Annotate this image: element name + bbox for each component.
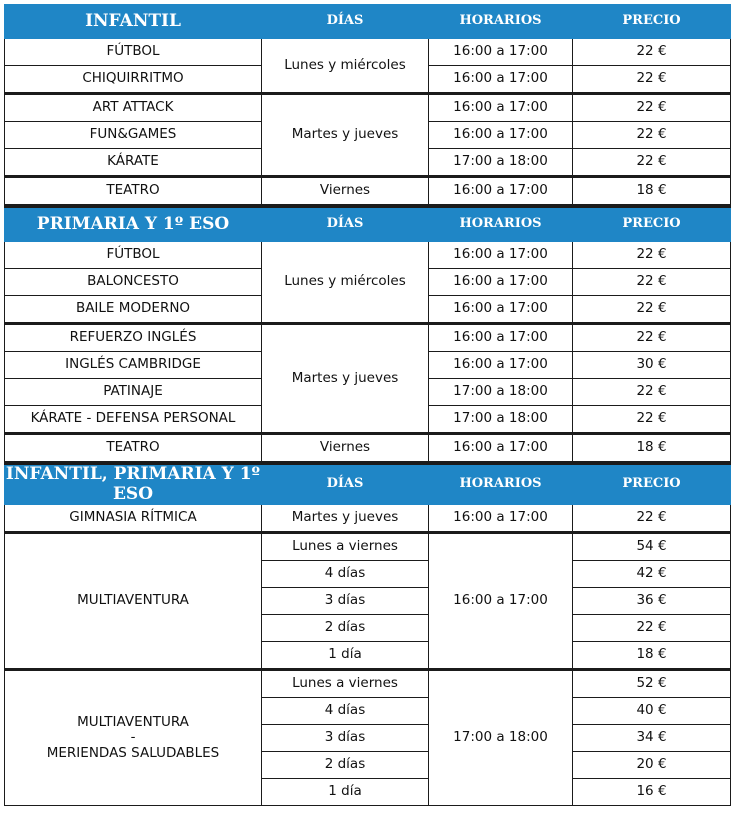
section-header-combinado	[5, 463, 731, 505]
price-cell: 22 €	[573, 269, 731, 296]
price-cell: 22 €	[573, 122, 731, 149]
time-cell: 16:00 a 17:00	[429, 269, 573, 296]
price-cell: 22 €	[573, 94, 731, 122]
days-cell: Martes y jueves	[262, 94, 429, 177]
time-cell: 17:00 a 18:00	[429, 406, 573, 434]
days-cell: 3 días	[262, 725, 429, 752]
price-cell: 34 €	[573, 725, 731, 752]
activity-cell: TEATRO	[5, 177, 262, 207]
activity-cell: GIMNASIA RÍTMICA	[5, 505, 262, 533]
days-cell: 2 días	[262, 615, 429, 642]
table-row	[5, 242, 731, 269]
price-cell: 36 €	[573, 588, 731, 615]
activity-cell: MULTIAVENTURA	[5, 533, 262, 670]
time-cell: 17:00 a 18:00	[429, 379, 573, 406]
price-cell: 22 €	[573, 379, 731, 406]
section-title: INFANTIL, PRIMARIA Y 1º ESO	[5, 464, 261, 504]
section-header-primaria	[5, 206, 731, 242]
time-cell: 16:00 a 17:00	[429, 434, 573, 464]
column-header-days: DÍAS	[262, 463, 429, 505]
price-cell: 16 €	[573, 779, 731, 806]
time-cell: 16:00 a 17:00	[429, 177, 573, 207]
time-cell: 17:00 a 18:00	[429, 670, 573, 806]
activity-cell: KÁRATE	[5, 149, 262, 177]
days-cell: Lunes y miércoles	[262, 242, 429, 324]
activity-cell: FÚTBOL	[5, 242, 262, 269]
days-cell: 1 día	[262, 779, 429, 806]
price-cell: 18 €	[573, 177, 731, 207]
price-cell: 54 €	[573, 533, 731, 561]
column-header-times: HORARIOS	[429, 206, 573, 242]
price-cell: 30 €	[573, 352, 731, 379]
price-cell: 22 €	[573, 149, 731, 177]
column-header-days: DÍAS	[262, 5, 429, 39]
days-cell: Martes y jueves	[262, 505, 429, 533]
activity-cell: REFUERZO INGLÉS	[5, 324, 262, 352]
days-cell: 2 días	[262, 752, 429, 779]
time-cell: 16:00 a 17:00	[429, 242, 573, 269]
activity-cell: KÁRATE - DEFENSA PERSONAL	[5, 406, 262, 434]
activity-cell: PATINAJE	[5, 379, 262, 406]
column-header-times: HORARIOS	[429, 5, 573, 39]
activity-cell: ART ATTACK	[5, 94, 262, 122]
activity-line: MERIENDAS SALUDABLES	[46, 744, 220, 761]
price-cell: 22 €	[573, 66, 731, 94]
activities-price-table	[4, 4, 731, 806]
activity-cell: FUN&GAMES	[5, 122, 262, 149]
activity-cell: CHIQUIRRITMO	[5, 66, 262, 94]
time-cell: 16:00 a 17:00	[429, 122, 573, 149]
section-header-infantil	[5, 5, 731, 39]
table-row	[5, 505, 731, 533]
column-header-price: PRECIO	[573, 206, 731, 242]
time-cell: 16:00 a 17:00	[429, 66, 573, 94]
days-cell: 1 día	[262, 642, 429, 670]
table-row	[5, 324, 731, 352]
time-cell: 16:00 a 17:00	[429, 94, 573, 122]
activity-cell: INGLÉS CAMBRIDGE	[5, 352, 262, 379]
price-cell: 18 €	[573, 434, 731, 464]
days-cell: 4 días	[262, 698, 429, 725]
column-header-price: PRECIO	[573, 5, 731, 39]
activity-cell: FÚTBOL	[5, 39, 262, 66]
price-cell: 22 €	[573, 39, 731, 66]
price-cell: 52 €	[573, 670, 731, 698]
activity-cell: TEATRO	[5, 434, 262, 464]
time-cell: 16:00 a 17:00	[429, 296, 573, 324]
days-cell: Viernes	[262, 177, 429, 207]
price-cell: 22 €	[573, 505, 731, 533]
table-row	[5, 670, 731, 698]
section-title: PRIMARIA Y 1º ESO	[5, 206, 262, 242]
days-cell: Martes y jueves	[262, 324, 429, 434]
time-cell: 16:00 a 17:00	[429, 352, 573, 379]
price-cell: 40 €	[573, 698, 731, 725]
activity-cell: BAILE MODERNO	[5, 296, 262, 324]
days-cell: Lunes a viernes	[262, 533, 429, 561]
time-cell: 16:00 a 17:00	[429, 533, 573, 670]
table-row	[5, 533, 731, 561]
price-cell: 22 €	[573, 296, 731, 324]
price-cell: 20 €	[573, 752, 731, 779]
activity-cell: BALONCESTO	[5, 269, 262, 296]
time-cell: 16:00 a 17:00	[429, 324, 573, 352]
days-cell: Lunes a viernes	[262, 670, 429, 698]
column-header-price: PRECIO	[573, 463, 731, 505]
table-row	[5, 94, 731, 122]
time-cell: 16:00 a 17:00	[429, 39, 573, 66]
schedule-document	[4, 4, 730, 806]
price-cell: 22 €	[573, 242, 731, 269]
days-cell: 4 días	[262, 561, 429, 588]
price-cell: 22 €	[573, 615, 731, 642]
price-cell: 22 €	[573, 406, 731, 434]
activity-line: MULTIAVENTURA	[77, 713, 189, 730]
table-row	[5, 177, 731, 207]
time-cell: 16:00 a 17:00	[429, 505, 573, 533]
section-title: INFANTIL	[5, 5, 262, 39]
table-row	[5, 434, 731, 464]
price-cell: 18 €	[573, 642, 731, 670]
table-row	[5, 39, 731, 66]
price-cell: 42 €	[573, 561, 731, 588]
days-cell: Viernes	[262, 434, 429, 464]
activity-separator: -	[130, 729, 136, 746]
column-header-days: DÍAS	[262, 206, 429, 242]
price-cell: 22 €	[573, 324, 731, 352]
column-header-times: HORARIOS	[429, 463, 573, 505]
days-cell: 3 días	[262, 588, 429, 615]
time-cell: 17:00 a 18:00	[429, 149, 573, 177]
days-cell: Lunes y miércoles	[262, 39, 429, 94]
activity-cell	[5, 670, 262, 806]
